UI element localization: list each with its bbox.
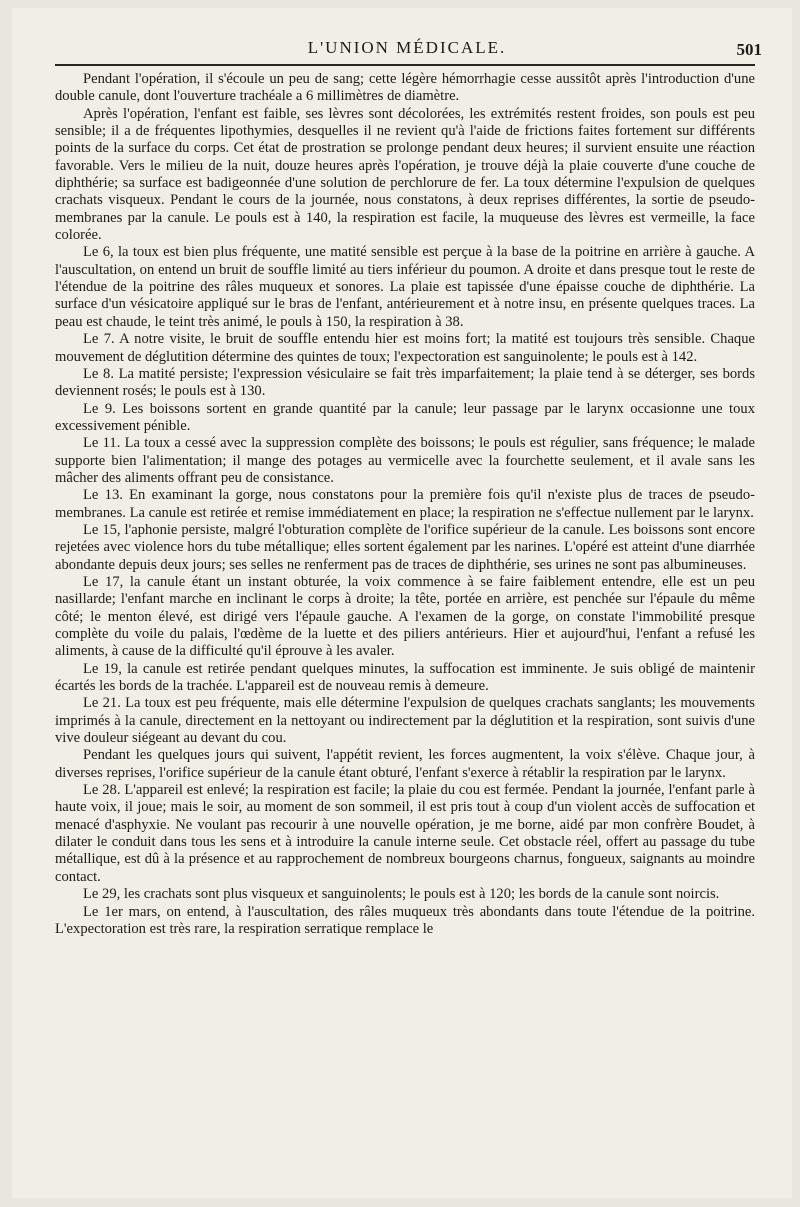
paragraph: Après l'opération, l'enfant est faible, ses lèvres sont décolorées, les extrémités restent froides, son pouls est peu sensible; il a de fréquentes lipothymies, desquelles il ne revient qu'à l'aide de frictions faites fortement sur différents points de la surface du corps. Cet état de prostration se prolonge pendant deux heures; il survient ensuite une réaction favorable. Vers le milieu de la nuit, douze heures après l'opération, je trouve déjà la plaie couverte d'une couche de diphthérie; sa surface est badigeonnée d'une solution de perchlorure de fer. La toux détermine l'expulsion de quelques crachats visqueux. Pendant le cours de la journée, nous constatons, à deux reprises différentes, la sortie de pseudo-membranes par la canule. Le pouls est à 140, la respiration est facile, la muqueuse des lèvres est vermeille, la face colorée. <box>55 105 755 244</box>
paragraph: Le 8. La matité persiste; l'expression vésiculaire se fait très imparfaitement; la plaie tend à se déterger, ses bords deviennent rosés; le pouls est à 130. <box>55 365 755 400</box>
body-text <box>55 71 755 938</box>
paragraph: Le 17, la canule étant un instant obturée, la voix commence à se faire faiblement entendre, elle est un peu nasillarde; l'enfant marche en inclinant le corps à droite; la tête, portée en arrière, est penchée sur l'épaule du même côté; le menton élevé, est dirigé vers l'épaule gauche. A l'examen de la gorge, on constate l'immobilité presque complète du voile du palais, l'œdème de la luette et des piliers antérieurs. Hier et aujourd'hui, l'enfant a refusé les aliments, à cause de la difficulté qu'il éprouve à les avaler. <box>55 573 755 660</box>
paragraph: Le 6, la toux est bien plus fréquente, une matité sensible est perçue à la base de la poitrine en arrière à gauche. A l'auscultation, on entend un bruit de souffle limité au tiers inférieur du poumon. A droite et dans presque tout le reste de l'étendue de la poitrine des râles muqueux et sonores. La plaie est tapissée d'une épaisse couche de diphthérie. La surface d'un vésicatoire appliqué sur le bras de l'enfant, antérieurement et à notre insu, en présente quelques traces. La peau est chaude, le teint très animé, le pouls à 150, la respiration à 38. <box>55 244 755 330</box>
paragraph: Le 19, la canule est retirée pendant quelques minutes, la suffocation est imminente. Je suis obligé de maintenir écartés les bords de la trachée. L'appareil est de nouveau remis à demeure. <box>55 660 755 695</box>
paragraph: Le 9. Les boissons sortent en grande quantité par la canule; leur passage par le larynx occasionne une toux excessivement pénible. <box>55 400 755 434</box>
page-header <box>52 38 762 72</box>
paragraph: Pendant l'opération, il s'écoule un peu de sang; cette légère hémorrhagie cesse aussitôt après l'introduction d'une double canule, dont l'ouverture trachéale a 6 millimètres de diamètre. <box>55 71 755 105</box>
running-title: L'UNION MÉDICALE. <box>307 38 507 57</box>
paragraph: Le 7. A notre visite, le bruit de souffle entendu hier est moins fort; la matité est toujours très sensible. Chaque mouvement de déglutition détermine des quintes de toux; l'expectoration est sanguinolente; le pouls est à 142. <box>55 331 755 365</box>
page-number: 501 <box>736 40 762 59</box>
paragraph: Le 13. En examinant la gorge, nous constatons pour la première fois qu'il n'existe plus de traces de pseudo-membranes. La canule est retirée et remise immédiatement en place; la respiration ne s'effectue nullement par le larynx. <box>55 487 755 521</box>
paragraph: Le 1er mars, on entend, à l'auscultation, des râles muqueux très abondants dans toute l'étendue de la poitrine. L'expectoration est très rare, la respiration serratique remplace le <box>55 903 755 937</box>
paragraph: Le 28. L'appareil est enlevé; la respiration est facile; la plaie du cou est fermée. Pendant la journée, l'enfant parle à haute voix, il joue; mais le soir, au moment de son sommeil, il est pris tout à coup d'un violent accès de suffocation et menacé d'asphyxie. Ne voulant pas recourir à une nouvelle opération, je me borne, aidé par mon confrère Boudet, à dilater le conduit dans tous les sens et à introduire la canule interne seule. Cet obstacle réel, offert au passage du tube métallique, est dû à la présence et au rapprochement de nombreux bourgeons charnus, fongueux, saignants au moindre contact. <box>55 782 755 885</box>
paragraph: Pendant les quelques jours qui suivent, l'appétit revient, les forces augmentent, la voix s'élève. Chaque jour, à diverses reprises, l'orifice supérieur de la canule étant obturé, l'enfant s'exerce à rétablir la respiration par le larynx. <box>55 747 755 781</box>
paragraph: Le 29, les crachats sont plus visqueux et sanguinolents; le pouls est à 120; les bords de la canule sont noircis. <box>83 886 720 903</box>
paragraph: Le 15, l'aphonie persiste, malgré l'obturation complète de l'orifice supérieur de la canule. Les boissons sont encore rejetées avec violence hors du tube métallique; elles sortent également par les narines. L'opéré est atteint d'une diarrhée abondante depuis deux jours; ses selles ne renferment pas de traces de diphthérie, ses urines ne sont pas albumineuses. <box>55 521 755 573</box>
paragraph: Le 11. La toux a cessé avec la suppression complète des boissons; le pouls est régulier, sans fréquence; le malade supporte bien l'alimentation; il mange des potages au vermicelle avec la fourchette seulement, et il avale sans les mâcher des aliments offrant peu de consistance. <box>55 435 755 486</box>
header-rule <box>55 64 755 66</box>
paragraph: Le 21. La toux est peu fréquente, mais elle détermine l'expulsion de quelques crachats sanglants; les mouvements imprimés à la canule, directement en la nettoyant ou indirectement par la déglutition et la respiration, sont suivis d'une vive douleur siégeant au devant du cou. <box>55 695 755 747</box>
